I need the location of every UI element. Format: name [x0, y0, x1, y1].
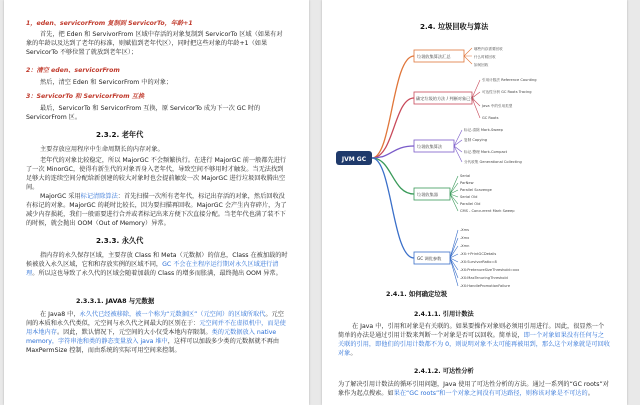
branch-1-leaf-3: GC Roots	[482, 116, 499, 120]
branch-3-leaf-3: Serial Old	[460, 195, 478, 199]
branch-2-label: 垃圾收集算法	[417, 144, 443, 149]
branch-2-leaf-3: 分代收集 Generational Collecting	[464, 160, 522, 164]
section-reachability-heading: 2.4.1.2. 可达性分析	[414, 368, 474, 375]
item3-title: 3：ServicorTo 和 ServicorFrom 互换	[26, 93, 145, 100]
native-memory-link[interactable]: 元空间并不在虚拟机中，而是使用本地内存	[26, 320, 286, 336]
right-page	[322, 0, 627, 405]
mindmap-branch-1	[414, 92, 475, 104]
branch-3-leaf-2: Parallel Scavenge	[460, 188, 492, 192]
perm-gen-p1: 指内存的永久保存区域，主要存放 Class 和 Meta（元数据）的信息，Class 在被加载的时候被放入永久区域，它和和存放实例的区域不同，GC 不会在主程序运行期对永久区域进行清理。所以这也导致了永久代的区域会随着加载的 Class 的增多而胀满，最终抛出 OOM 异常。	[26, 252, 288, 277]
item2-body: 然后，清空 Eden 和 ServicorFrom 中的对象；	[40, 79, 173, 86]
branch-0-leaf-1: 什么时候回收	[474, 55, 496, 59]
java8-paragraph: 在 Java8 中，永久代已经被移除，被一个称为“元数据区”（元空间）的区域所取代。元空间的本质和永久代类似，元空间与永久代之间最大的区别在于：元空间并不在虚拟机中，而是使用本地内存。因此，默认情况下，元空间的大小仅受本地内存限制。类的元数据放入 native memory，字符串池和类的静态变量放入 java 堆中，这样可以加载多少类的元数据就不再由MaxPermSize 控制，而由系统的实际可用空间来控制。	[26, 311, 286, 354]
branch-1-leaf-0: 引用计数法 Reference Counting	[482, 78, 537, 82]
branch-1-leaf-2: Java 中的引用类型	[482, 104, 513, 108]
branch-4-leaf-5: -XX:PretenureSizeThreshold=xxx	[460, 268, 520, 272]
branch-4-label: GC 调优参数	[417, 256, 442, 261]
old-gen-p2: 老年代的对象比较稳定，所以 MajorGC 不会频繁执行。在进行 MajorGC 前一般都先进行了一次 MinorGC，使得有新生代的对象晋身入老年代，导致空间不够用时才触发。当无法找到足够大的连续空间分配给新创建的较大对象时也会提前触发一次 MajorGC 进行垃圾回收腾出空间。	[26, 157, 287, 191]
item3-body: 最后，ServicorTo 和 ServicorFrom 互换，原 ServicorTo 成为下一次 GC 时的 ServicorFrom 区。	[26, 105, 261, 121]
branch-2-leaf-0: 标记-清除 Mark-Sweep	[464, 128, 503, 132]
mindmap-center-label: JVM GC	[341, 156, 367, 163]
mark-sweep-link[interactable]: 标记清除算法	[80, 193, 118, 200]
mindmap-branch-2	[414, 140, 454, 152]
branch-4-leaf-7: -XX:HandlePromotionFailure	[460, 284, 511, 288]
section-perm-gen-heading: 2.3.3. 永久代	[96, 236, 144, 245]
section-java8-heading: 2.3.3.1. JAVA8 与元数据	[76, 297, 155, 305]
branch-4-leaf-6: -XX:MaxTenuringThreshold	[460, 276, 508, 280]
branch-3-leaf-5: CMS - Concurrent Mark Sweep	[460, 209, 515, 213]
branch-4-leaf-0: -Xms	[460, 228, 469, 232]
mindmap-branch-3	[414, 188, 450, 200]
branch-3-label: 垃圾收集器	[417, 192, 438, 197]
class-metadata-link[interactable]: 类的元数据放入 native memory，字符串池和类的静态变量放入 java 堆中	[26, 329, 277, 345]
ref-count-paragraph: 在 Java 中，引用和对象是有关联的。如果要操作对象则必须用引用进行。因此，很显然一个简单的办法是通过引用计数来判断一个对象是否可以回收。简单说，即一个对象如果没有任何与之关联的引用，即他们的引用计数都不为 0，则说明对象不太可能再被用到，那么这个对象就是可回收对象。	[338, 323, 610, 357]
branch-0-label: 垃圾收集算法汇总	[417, 54, 451, 59]
branch-0-leaf-2: 如何回收	[474, 63, 489, 67]
branch-3-leaf-1: ParNew	[460, 181, 474, 185]
mindmap-branch-4	[414, 252, 450, 264]
gc-roots-link[interactable]: 果在“GC roots”和一个对象之间没有可达路径，则称该对象是不可达的	[393, 390, 588, 397]
section-ref-count-heading: 2.4.1.1. 引用计数法	[414, 311, 474, 318]
branch-4-leaf-3: -XX:+PrintGCDetails	[460, 252, 497, 256]
section-how-heading: 2.4.1. 如何确定垃圾	[386, 290, 448, 298]
branch-2-leaf-1: 复制 Copying	[464, 138, 488, 142]
section-old-gen-heading: 2.3.2. 老年代	[96, 130, 144, 139]
branch-2-leaf-2: 标记-整理 Mark-Compact	[464, 150, 508, 154]
branch-1-label: 确定垃圾的方法 / 判断对象已死	[416, 96, 475, 101]
jvm-gc-mindmap	[322, 22, 627, 292]
section-gc-heading: 2.4. 垃圾回收与算法	[420, 22, 489, 31]
branch-1-leaf-1: 可达性分析 GC Roots Tracing	[482, 90, 532, 94]
old-gen-p1: 主要存放应用程序中生命周期长的内存对象。	[40, 146, 164, 153]
branch-4-leaf-1: -Xmx	[460, 236, 470, 240]
item1-title: 1，eden、servicorFrom 复制到 ServicorTo，年龄+1	[26, 20, 193, 27]
item2-title: 2：清空 eden、servicorFrom	[26, 67, 120, 74]
metaspace-link[interactable]: 永久代已经被移除，被一个称为“元数据区”（元空间）的区域所取代	[79, 311, 266, 318]
perm-gc-link[interactable]: GC 不会在主程序运行期对永久区域进行清理	[26, 261, 279, 277]
item1-body: 首先，把 Eden 和 ServivorFrom 区域中存活的对象复制到 ServicorTo 区域（如果有对象的年龄以及达到了老年的标准，则赋值到老年代区），同时把这些对象的年龄+1（如果 ServicorTo 不够位置了就放到老年区）；	[26, 31, 283, 56]
mindmap-branch-0	[414, 50, 464, 62]
mindmap-center	[336, 151, 372, 165]
branch-0-leaf-0: 哪些内存需要回收	[474, 47, 503, 51]
reachability-paragraph: 为了解决引用计数法的循环引用问题，Java 使用了可达性分析的方法。通过一系列的“GC roots”对象作为起点搜索。如果在“GC roots”和一个对象之间没有可达路径，则称该对象是不可达的。	[338, 381, 609, 397]
branch-3-leaf-0: Serial	[460, 174, 471, 178]
branch-3-leaf-4: Parallel Old	[460, 202, 481, 206]
branch-4-leaf-2: -Xmn	[460, 244, 470, 248]
left-page	[4, 0, 309, 405]
branch-4-leaf-4: -XX:SurvivorRatio=8	[460, 260, 497, 264]
ref-count-link[interactable]: 即一个对象如果没有任何与之关联的引用，即他们的引用计数都不为 0，则说明对象不太可能再被用到，那么这个对象就是可回收对象	[338, 332, 610, 357]
old-gen-p3: MajorGC 采用标记清除算法：首先扫描一次所有老年代，标记出存活的对象，然后回收没有标记的对象。MajorGC 的耗时比较长，因为要扫描再回收。MajorGC 会产生内存碎片，为了减少内存损耗，我们一般需要进行合并或者标记出来方便下次直接分配。当老年代也满了装不下的时候，就会抛出 OOM（Out of Memory）异常。	[26, 193, 287, 227]
